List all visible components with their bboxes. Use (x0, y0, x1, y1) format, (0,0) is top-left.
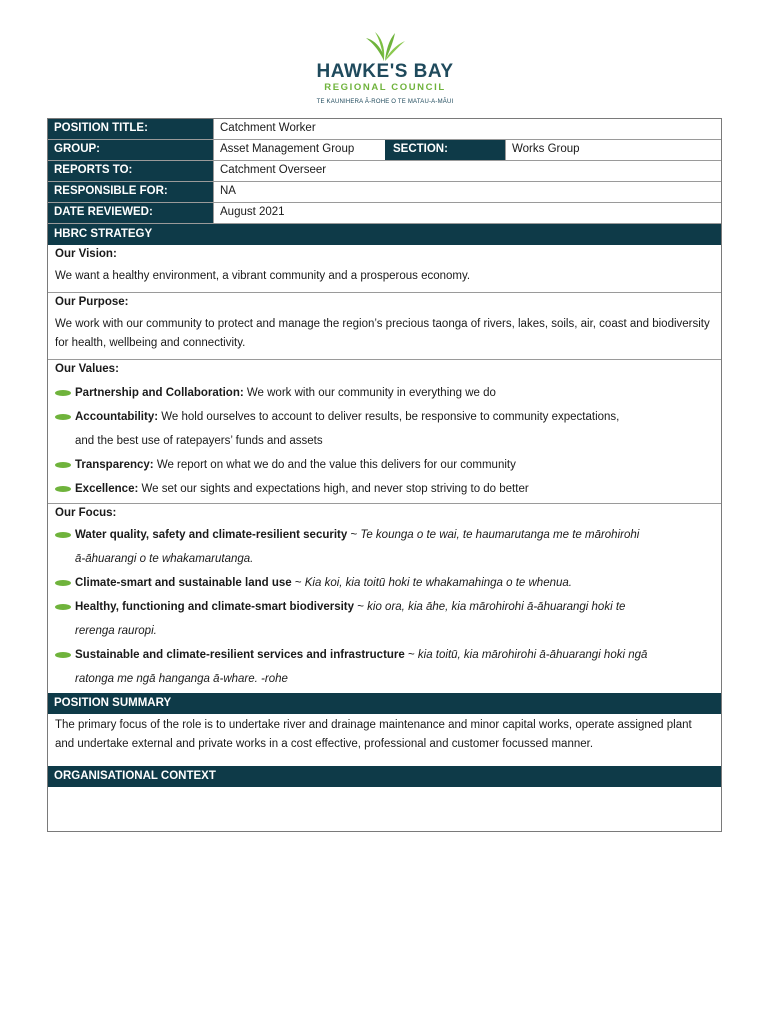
date-reviewed-label: DATE REVIEWED: (48, 203, 213, 223)
value-text: We set our sights and expectations high, and never stop striving to do better (138, 483, 529, 495)
leaf-bullet-icon (55, 595, 73, 619)
focus-maori: kio ora, kia āhe, kia mārohirohi ā-āhuarangi hoki te (367, 601, 626, 613)
group-value: Asset Management Group (213, 140, 385, 160)
list-item (55, 595, 714, 619)
date-reviewed-value: August 2021 (213, 203, 721, 223)
focus-section (48, 504, 721, 693)
focus-maori-cont: ratonga me ngā hanganga ā-whare. -rohe (75, 673, 288, 685)
value-title: Excellence: (75, 483, 139, 495)
focus-list (55, 523, 714, 691)
values-list (55, 381, 714, 501)
section-label: SECTION: (385, 140, 505, 160)
responsible-for-value: NA (213, 182, 721, 202)
list-item (55, 405, 714, 429)
group-label: GROUP: (48, 140, 213, 160)
hbrc-strategy-heading: HBRC STRATEGY (48, 224, 721, 245)
value-text: We hold ourselves to account to deliver results, be responsive to community expectations, (158, 411, 620, 423)
focus-sep: ~ (404, 649, 418, 661)
value-title: Transparency: (75, 459, 154, 471)
value-text: We work with our community in everything we do (243, 387, 496, 399)
focus-sep: ~ (291, 577, 305, 589)
leaf-bullet-icon (55, 571, 73, 595)
focus-sep: ~ (354, 601, 368, 613)
purpose-text: We work with our community to protect and manage the region’s precious taonga of rivers, lakes, soils, air, coast and biodiversity for health, wellbeing and connectivity. (55, 318, 710, 349)
organisational-context-heading: ORGANISATIONAL CONTEXT (48, 766, 721, 787)
responsible-for-label: RESPONSIBLE FOR: (48, 182, 213, 202)
leaf-logo-icon (362, 30, 408, 62)
focus-maori-cont: rerenga rauropi. (75, 625, 157, 637)
values-section (48, 360, 721, 504)
leaf-bullet-icon (55, 523, 73, 547)
focus-sep: ~ (347, 529, 361, 541)
position-title-value: Catchment Worker (213, 119, 721, 139)
leaf-bullet-icon (55, 381, 73, 405)
section-value: Works Group (505, 140, 721, 160)
date-reviewed-row (48, 203, 721, 224)
hbrc-logo (300, 30, 470, 112)
focus-maori: kia toitū, kia mārohirohi ā-āhuarangi hoki ngā (417, 649, 648, 661)
position-description-table (47, 118, 722, 832)
logo-subtitle: REGIONAL COUNCIL (324, 82, 446, 93)
focus-title: Sustainable and climate-resilient services and infrastructure (75, 649, 405, 661)
value-text-cont: and the best use of ratepayers’ funds and assets (75, 435, 323, 447)
logo-title: HAWKE'S BAY (316, 61, 454, 82)
position-title-label: POSITION TITLE: (48, 119, 213, 139)
purpose-section (48, 293, 721, 360)
list-item (55, 523, 714, 547)
purpose-heading: Our Purpose: (55, 296, 129, 308)
list-item-continuation (55, 619, 714, 643)
responsible-for-row (48, 182, 721, 203)
organisational-context-body (48, 787, 721, 831)
list-item-continuation (55, 667, 714, 691)
focus-maori-cont: ā-āhuarangi o te whakamarutanga. (75, 553, 254, 565)
value-title: Partnership and Collaboration: (75, 387, 244, 399)
list-item (55, 381, 714, 405)
position-title-row (48, 119, 721, 140)
focus-maori: Kia koi, kia toitū hoki te whakamahinga o te whenua. (304, 577, 572, 589)
list-item (55, 571, 714, 595)
leaf-bullet-icon (55, 643, 73, 667)
leaf-bullet-icon (55, 453, 73, 477)
list-item-continuation (55, 429, 714, 453)
focus-title: Healthy, functioning and climate-smart biodiversity (75, 601, 355, 613)
focus-heading: Our Focus: (55, 507, 117, 519)
reports-to-row (48, 161, 721, 182)
position-summary-heading: POSITION SUMMARY (48, 693, 721, 714)
vision-section (48, 245, 721, 293)
list-item-continuation (55, 547, 714, 571)
focus-title: Climate-smart and sustainable land use (75, 577, 292, 589)
list-item (55, 643, 714, 667)
position-summary-text: The primary focus of the role is to undertake river and drainage maintenance and minor capital works, operate assigned plant and undertake external and private works in a cost effective, professional and customer focussed manner. (55, 719, 692, 750)
group-row (48, 140, 721, 161)
logo-tagline: TE KAUNIHERA Ā-ROHE O TE MATAU-A-MĀUI (316, 99, 454, 105)
value-title: Accountability: (75, 411, 159, 423)
list-item (55, 453, 714, 477)
vision-text: We want a healthy environment, a vibrant community and a prosperous economy. (55, 270, 471, 282)
values-heading: Our Values: (55, 363, 119, 375)
list-item (55, 477, 714, 501)
value-text: We report on what we do and the value this delivers for our community (153, 459, 516, 471)
reports-to-value: Catchment Overseer (213, 161, 721, 181)
focus-maori: Te kounga o te wai, te haumarutanga me te mārohirohi (360, 529, 640, 541)
reports-to-label: REPORTS TO: (48, 161, 213, 181)
leaf-bullet-icon (55, 477, 73, 501)
leaf-bullet-icon (55, 405, 73, 429)
focus-title: Water quality, safety and climate-resilient security (75, 529, 348, 541)
vision-heading: Our Vision: (55, 248, 117, 260)
